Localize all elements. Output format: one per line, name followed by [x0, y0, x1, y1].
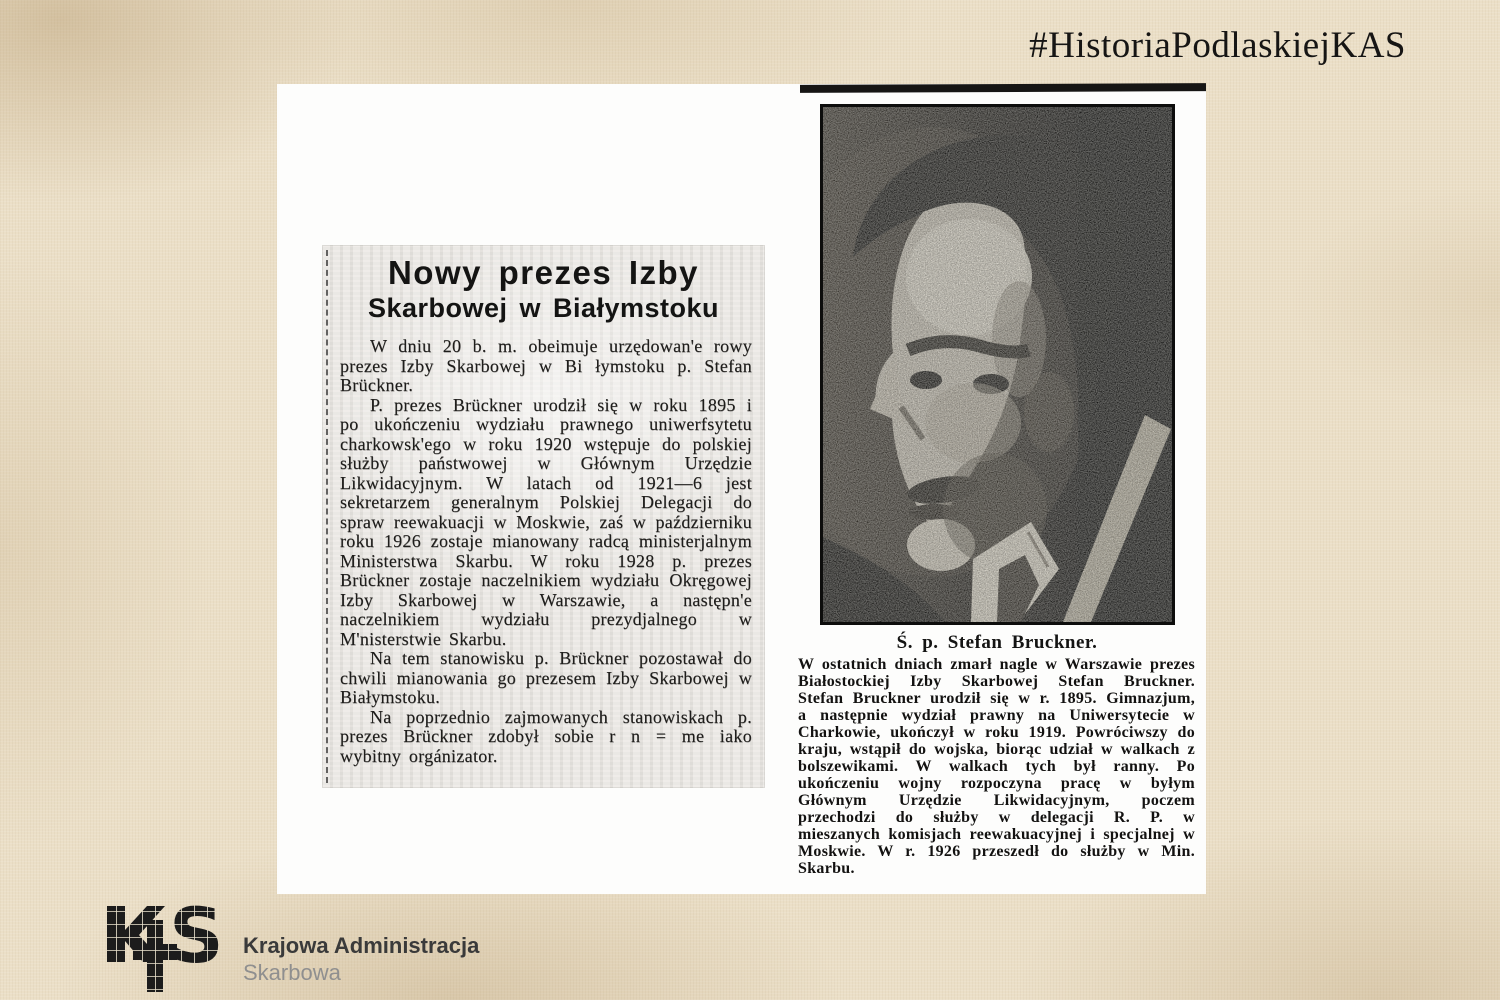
portrait-photo-stefan-bruckner — [823, 107, 1172, 622]
clipping-paragraph: W dniu 20 b. m. obeimuje urzędowan'e rowy prezes Izby Skarbowej w Bi łymstoku p. Stefan Brückner. — [340, 336, 752, 395]
kas-logo-icon — [103, 898, 225, 994]
svg-text:S: S — [169, 898, 224, 980]
org-name-line1: Krajowa Administracja — [243, 933, 480, 958]
content-panel — [277, 84, 1206, 894]
clipping-headline-line2: Skarbowej w Białymstoku — [367, 293, 720, 323]
org-name-line2: Skarbowa — [243, 960, 341, 985]
obituary-clipping-text — [798, 656, 1195, 877]
clipping-paragraph: Na poprzednio zajmowanych stanowiskach p. prezes Brückner zdobył sobie r n = me iako wybitny orgánizator. — [340, 706, 752, 766]
newspaper-edge-strip — [800, 83, 1206, 93]
clipping-paragraph: P. prezes Brückner urodził się w roku 1895 i po ukończeniu wydziału prawnego uniwerfsytetu charkowsk'ego w roku 1920 wstępuje do polskiej służby państwowej w Głównym Urzędzie Likwidacyjnym. W latach od 1921—6 jest sekretarzem generalnym Polskiej Delegacji do spraw reewakuacji w Moskwie, zaś w październiku roku 1926 zostaje mianowany radcą ministerjalnym Ministerstwa Skarbu. W roku 1928 p. prezes Brückner zostaje naczelnikiem wydziału Okręgowej Izby Skarbowej w Warszawie, a następn'e naczelnikiem wydziału prezydjalnego w M'nisterstwie Skarbu. — [340, 394, 752, 649]
org-name — [243, 934, 479, 985]
clipping-paragraph: Na tem stanowisku p. Brückner pozostawał do chwili mianowania go prezesem Izby Skarbowej w Białymstoku. — [340, 648, 752, 707]
portrait-photo-frame — [820, 104, 1175, 625]
photo-caption: Ś. p. Stefan Bruckner. — [896, 632, 1098, 653]
newspaper-clipping-left — [322, 245, 765, 788]
clipping-headline-line1: Nowy prezes Izby — [387, 254, 700, 291]
obituary-paragraph: W ostatnich dniach zmarł nagle w Warszawie prezes Białostockiej Izby Skarbowej Stefan Bruckner. Stefan Bruckner urodził się w r. 1895. Gimnazjum, a następnie wydział prawny na Uniwersytecie w Charkowie, ukończył w roku 1919. Powróciwszy do kraju, wstąpił do wojska, biorąc udział w walkach z bolszewikami. W walkach tych był ranny. Po ukończeniu wojny rozpoczyna pracę w byłym Głównym Urzędzie Likwidacyjnym, poczem przechodzi do służby w delegacji R. P. w mieszanych komisjach reewakuacyjnej i specjalnej w Moskwie. W r. 1926 przeszedł do służby w Min. Skarbu. — [798, 656, 1195, 877]
hashtag-title: #HistoriaPodlaskiejKAS — [1029, 25, 1406, 66]
clipping-body-text — [340, 337, 752, 766]
